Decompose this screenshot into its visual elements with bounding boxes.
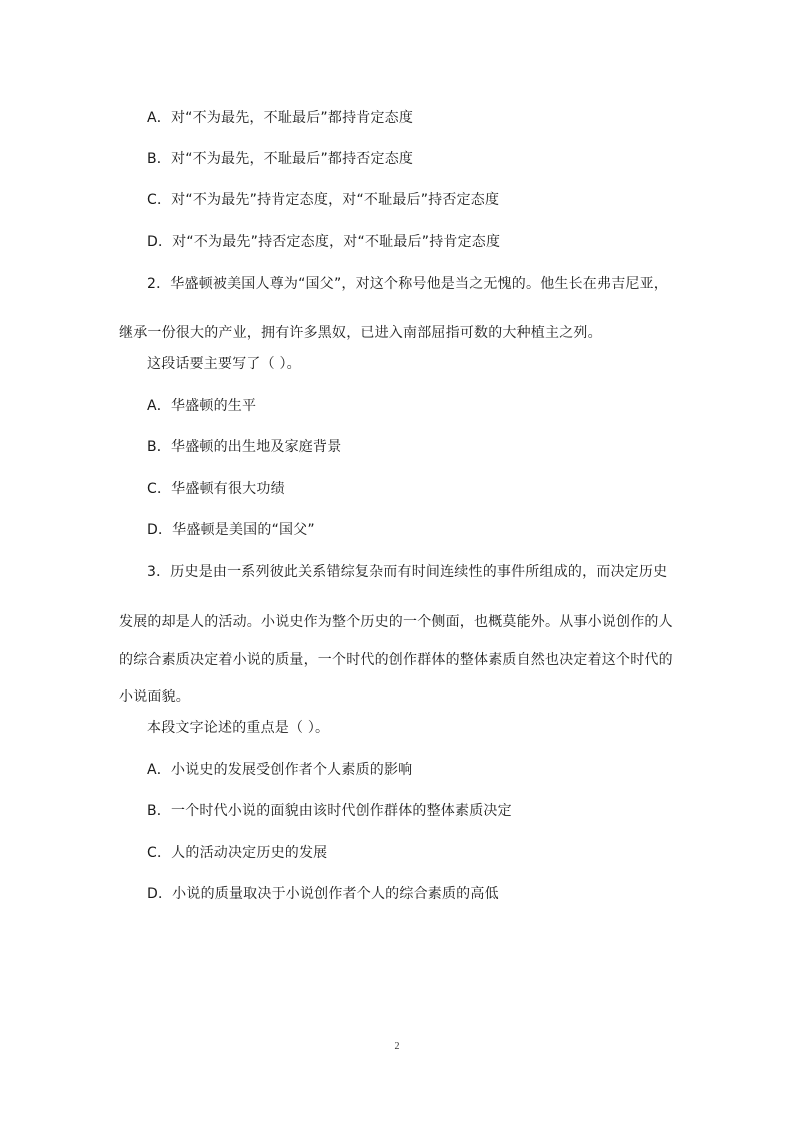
q3-option-a: A．小说史的发展受创作者个人素质的影响 — [147, 762, 413, 778]
q3-option-b: B．一个时代小说的面貌由该时代创作群体的整体素质决定 — [147, 803, 512, 819]
q3-stem-line-3: 的综合素质决定着小说的质量，一个时代的创作群体的整体素质自然也决定着这个时代的 — [119, 652, 673, 668]
q2-stem-line-1: 2．华盛顿被美国人尊为“国父”，对这个称号他是当之无愧的。他生长在弗吉尼亚， — [147, 276, 669, 292]
q2-stem-line-2: 继承一份很大的产业，拥有许多黑奴，已进入南部屈指可数的大种植主之列。 — [119, 325, 602, 341]
q2-option-d: D．华盛顿是美国的“国父” — [147, 522, 315, 538]
q2-option-b: B．华盛顿的出生地及家庭背景 — [147, 439, 342, 455]
q3-option-c: C．人的活动决定历史的发展 — [147, 845, 328, 861]
q3-option-d: D．小说的质量取决于小说创作者个人的综合素质的高低 — [147, 886, 499, 902]
page-number: 2 — [394, 1041, 400, 1052]
q2-option-a: A．华盛顿的生平 — [147, 398, 257, 414]
q1-option-a: A．对“不为最先，不耻最后”都持肯定态度 — [147, 110, 414, 126]
q3-stem-line-4: 小说面貌。 — [119, 689, 190, 705]
q3-prompt: 本段文字论述的重点是（ ）。 — [147, 720, 330, 736]
q3-stem-line-2: 发展的却是人的活动。小说史作为整个历史的一个侧面，也概莫能外。从事小说创作的人 — [119, 614, 673, 630]
q1-option-c: C．对“不为最先”持肯定态度，对“不耻最后”持否定态度 — [147, 192, 500, 208]
q1-option-b: B．对“不为最先，不耻最后”都持否定态度 — [147, 151, 414, 167]
q1-option-d: D．对“不为最先”持否定态度，对“不耻最后”持肯定态度 — [147, 234, 501, 250]
q3-stem-line-1: 3．历史是由一系列彼此关系错综复杂而有时间连续性的事件所组成的，而决定历史 — [147, 564, 668, 580]
q2-option-c: C．华盛顿有很大功绩 — [147, 481, 285, 497]
q2-prompt: 这段话要主要写了（ ）。 — [147, 356, 301, 372]
